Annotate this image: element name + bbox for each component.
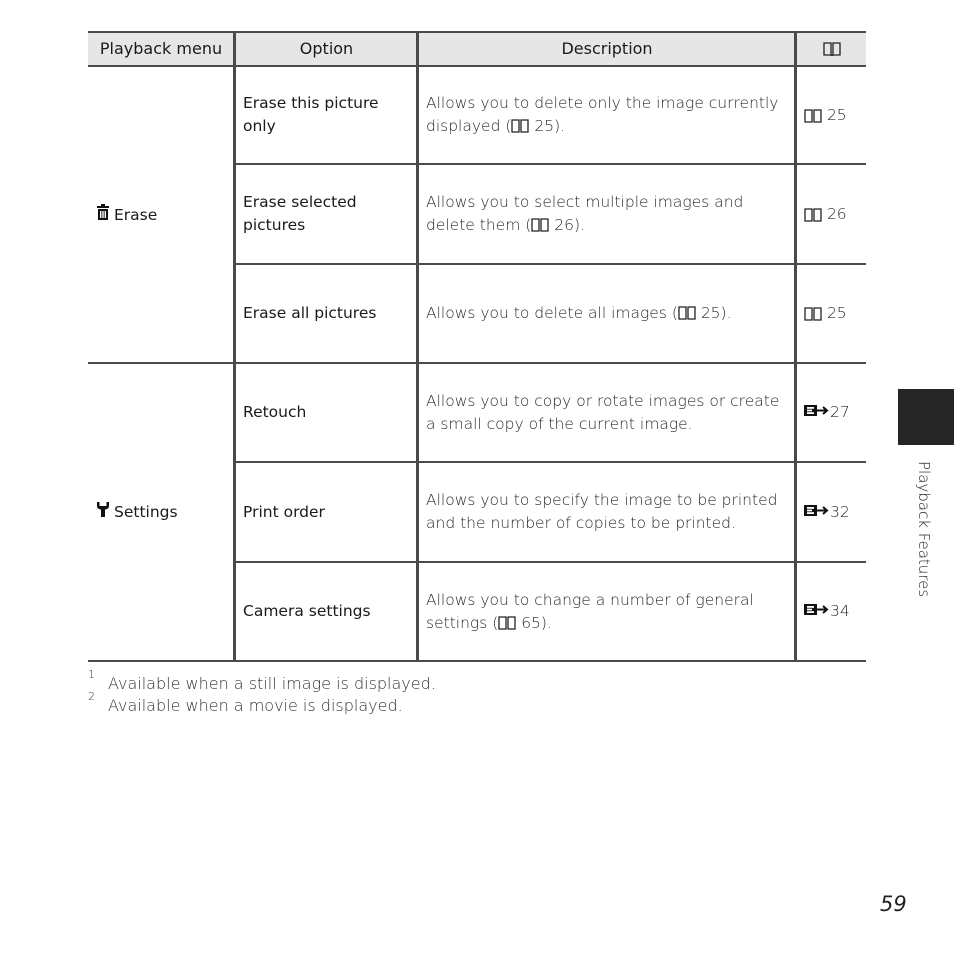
header-option: Option (236, 32, 417, 65)
wrench-icon (96, 501, 110, 524)
option-cell: Print order (243, 502, 325, 521)
option-cell: Erase all pictures (243, 304, 377, 322)
book-icon (511, 119, 529, 132)
book-icon (804, 109, 822, 122)
reference-cell: 34 (804, 563, 864, 660)
col-divider (794, 31, 797, 662)
reference-section-icon (804, 600, 830, 623)
book-icon (678, 306, 696, 319)
description-cell: Allows you to select multiple images and delete them ( 26). (426, 193, 744, 234)
reference-cell: 26 (804, 165, 864, 263)
reference-section-icon (804, 501, 830, 524)
description-cell: Allows you to delete only the image currently displayed ( 25). (426, 94, 779, 135)
book-icon (804, 208, 822, 221)
menu-cell-erase (96, 67, 232, 363)
col-divider (233, 31, 236, 662)
menu-cell-settings (96, 364, 232, 660)
menu-label: Settings (114, 502, 178, 521)
rule-bottom (88, 660, 866, 662)
footnote-mark: 2 (88, 690, 95, 703)
option-cell: Erase this picture only (243, 94, 379, 135)
book-icon (804, 307, 822, 320)
reference-cell: 25 (804, 67, 864, 163)
description-cell: Allows you to specify the image to be printed and the number of copies to be printed. (426, 491, 778, 532)
menu-label: Erase (114, 205, 158, 224)
trash-icon (96, 204, 110, 227)
option-cell: Camera settings (243, 602, 371, 620)
option-cell: Retouch (243, 403, 307, 421)
option-cell: Erase selected pictures (243, 193, 357, 234)
book-icon (498, 616, 516, 629)
chapter-label: Playback Features (915, 461, 933, 598)
footnote: 2 Available when a movie is displayed. (88, 690, 403, 715)
page-number: 59 (880, 892, 907, 916)
footnote: 1 Available when a still image is displayed. (88, 668, 436, 693)
col-divider (416, 31, 419, 662)
description-cell: Allows you to delete all images ( 25). (426, 304, 732, 322)
footnote-mark: 1 (88, 668, 95, 681)
reference-cell: 32 (804, 463, 864, 561)
rule-top (88, 31, 866, 33)
book-icon (823, 42, 841, 55)
description-cell: Allows you to copy or rotate images or create a small copy of the current image. (426, 391, 780, 433)
header-description: Description (419, 32, 795, 65)
book-icon (531, 218, 549, 231)
header-playback-menu: Playback menu (88, 32, 234, 65)
reference-cell: 25 (804, 265, 864, 362)
description-cell: Allows you to change a number of general settings ( 65). (426, 590, 754, 632)
reference-cell: 27 (804, 364, 864, 461)
header-reference (797, 32, 866, 65)
chapter-tab (898, 389, 954, 445)
reference-section-icon (804, 401, 830, 424)
